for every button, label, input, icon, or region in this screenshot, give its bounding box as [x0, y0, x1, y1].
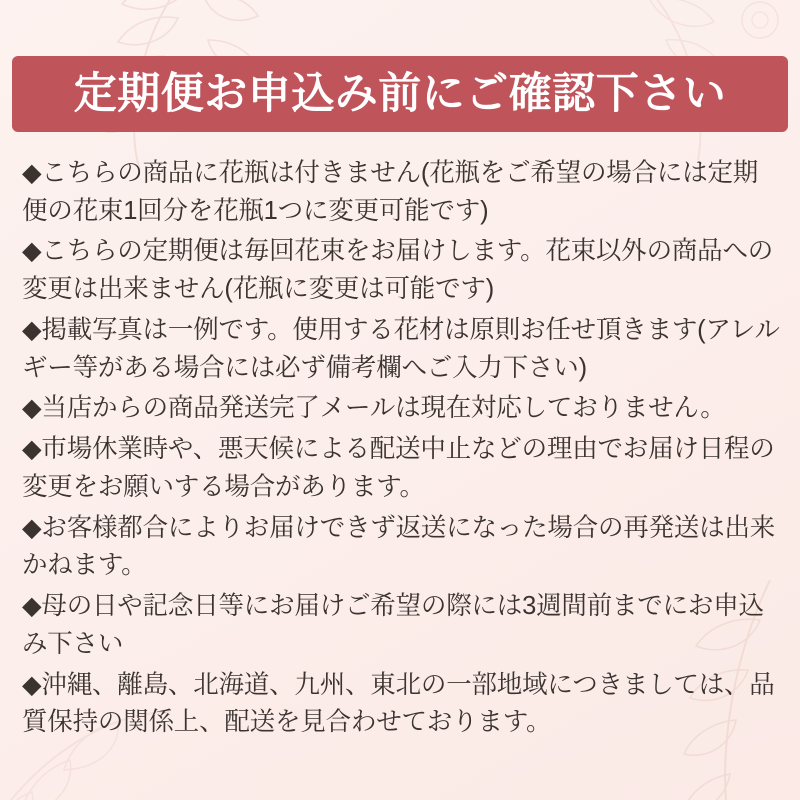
- notice-banner: [12, 56, 788, 132]
- note-item: ◆こちらの商品に花瓶は付きません(花瓶をご希望の場合には定期便の花束1回分を花瓶1つに変更可能です): [22, 159, 759, 225]
- note-item: ◆こちらの定期便は毎回花束をお届けします。花束以外の商品への変更は出来ません(花瓶に変更は可能です): [22, 237, 774, 304]
- note-item: ◆市場休業時や、悪天候による配送中止などの理由でお届け日程の変更をお願いする場合があります。: [22, 435, 775, 501]
- note-item: ◆当店からの商品発送完了メールは現在対応しておりません。: [22, 394, 726, 423]
- note-item: ◆お客様都合によりお届けできず返送になった場合の再発送は出来かねます。: [22, 513, 776, 580]
- banner-title: 定期便お申込み前にご確認下さい: [73, 69, 727, 118]
- notes-list: [22, 155, 782, 745]
- note-item: ◆母の日や記念日等にお届けご希望の際には3週間前までにお申込み下さい: [22, 592, 764, 658]
- note-item: ◆沖縄、離島、北海道、九州、東北の一部地域につきましては、品質保持の関係上、配送を見合わせております。: [22, 670, 775, 737]
- note-item: ◆掲載写真は一例です。使用する花材は原則お任せ頂きます(アレルギー等がある場合には必ず備考欄へご入力下さい): [22, 315, 780, 382]
